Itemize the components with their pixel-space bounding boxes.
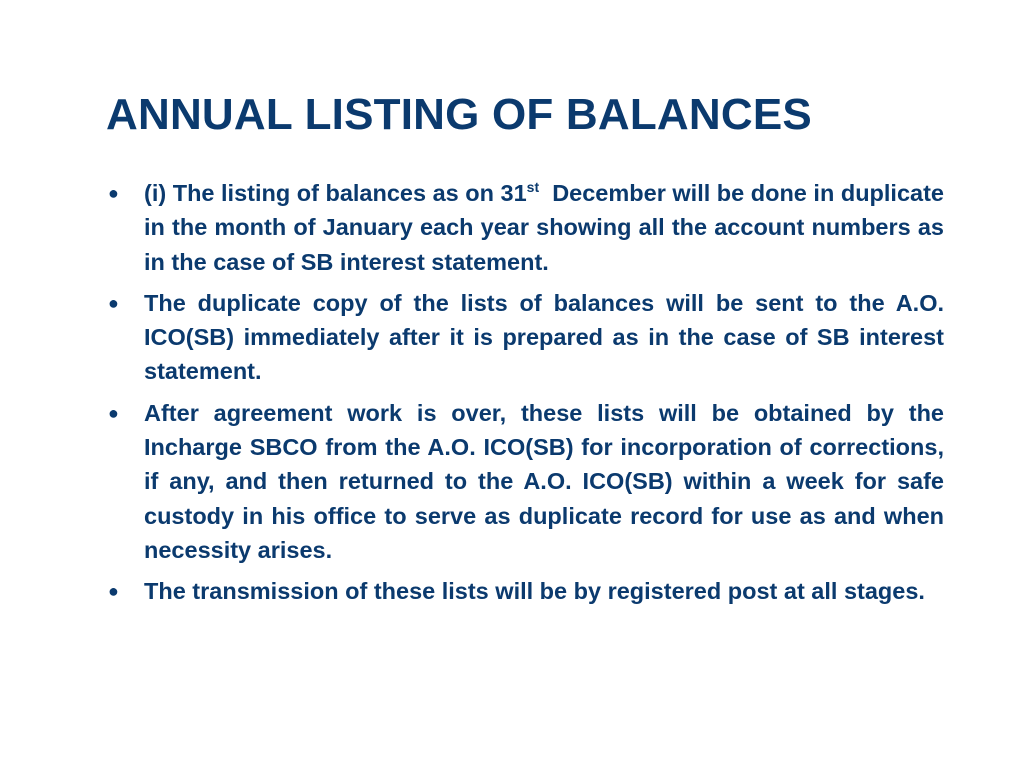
bullet-text-part: December will be done in duplicate in the month of January each year showing all the account numbers as in the case of SB interest statement. [144,180,951,275]
bullet-text: After agreement work is over, these lists will be obtained by the Incharge SBCO from the A.O. ICO(SB) for incorporation of corrections, if any, and then returned to the A.O. ICO(SB) within a week for safe custody in his office to serve as duplicate record for use as and when necessity arises. [144,399,944,563]
bullet-item-3 [104,396,944,567]
bullet-icon: ● [108,402,119,423]
bullet-item-4 [104,574,944,608]
bullet-list [104,176,951,616]
slide-title: ANNUAL LISTING OF BALANCES [106,90,812,139]
bullet-text: The transmission of these lists will be by registered post at all stages. [144,578,925,605]
bullet-text-part: (i) The listing of balances as on 31 [144,180,527,206]
bullet-item-1 [104,176,951,279]
bullet-item-2 [104,286,944,389]
ordinal-superscript: st [526,179,540,195]
bullet-text: The duplicate copy of the lists of balances will be sent to the A.O. ICO(SB) immediately after it is prepared as in the case of SB interest statement. [144,289,944,385]
bullet-icon: ● [108,183,119,203]
bullet-icon: ● [108,292,119,313]
bullet-icon: ● [108,581,119,602]
